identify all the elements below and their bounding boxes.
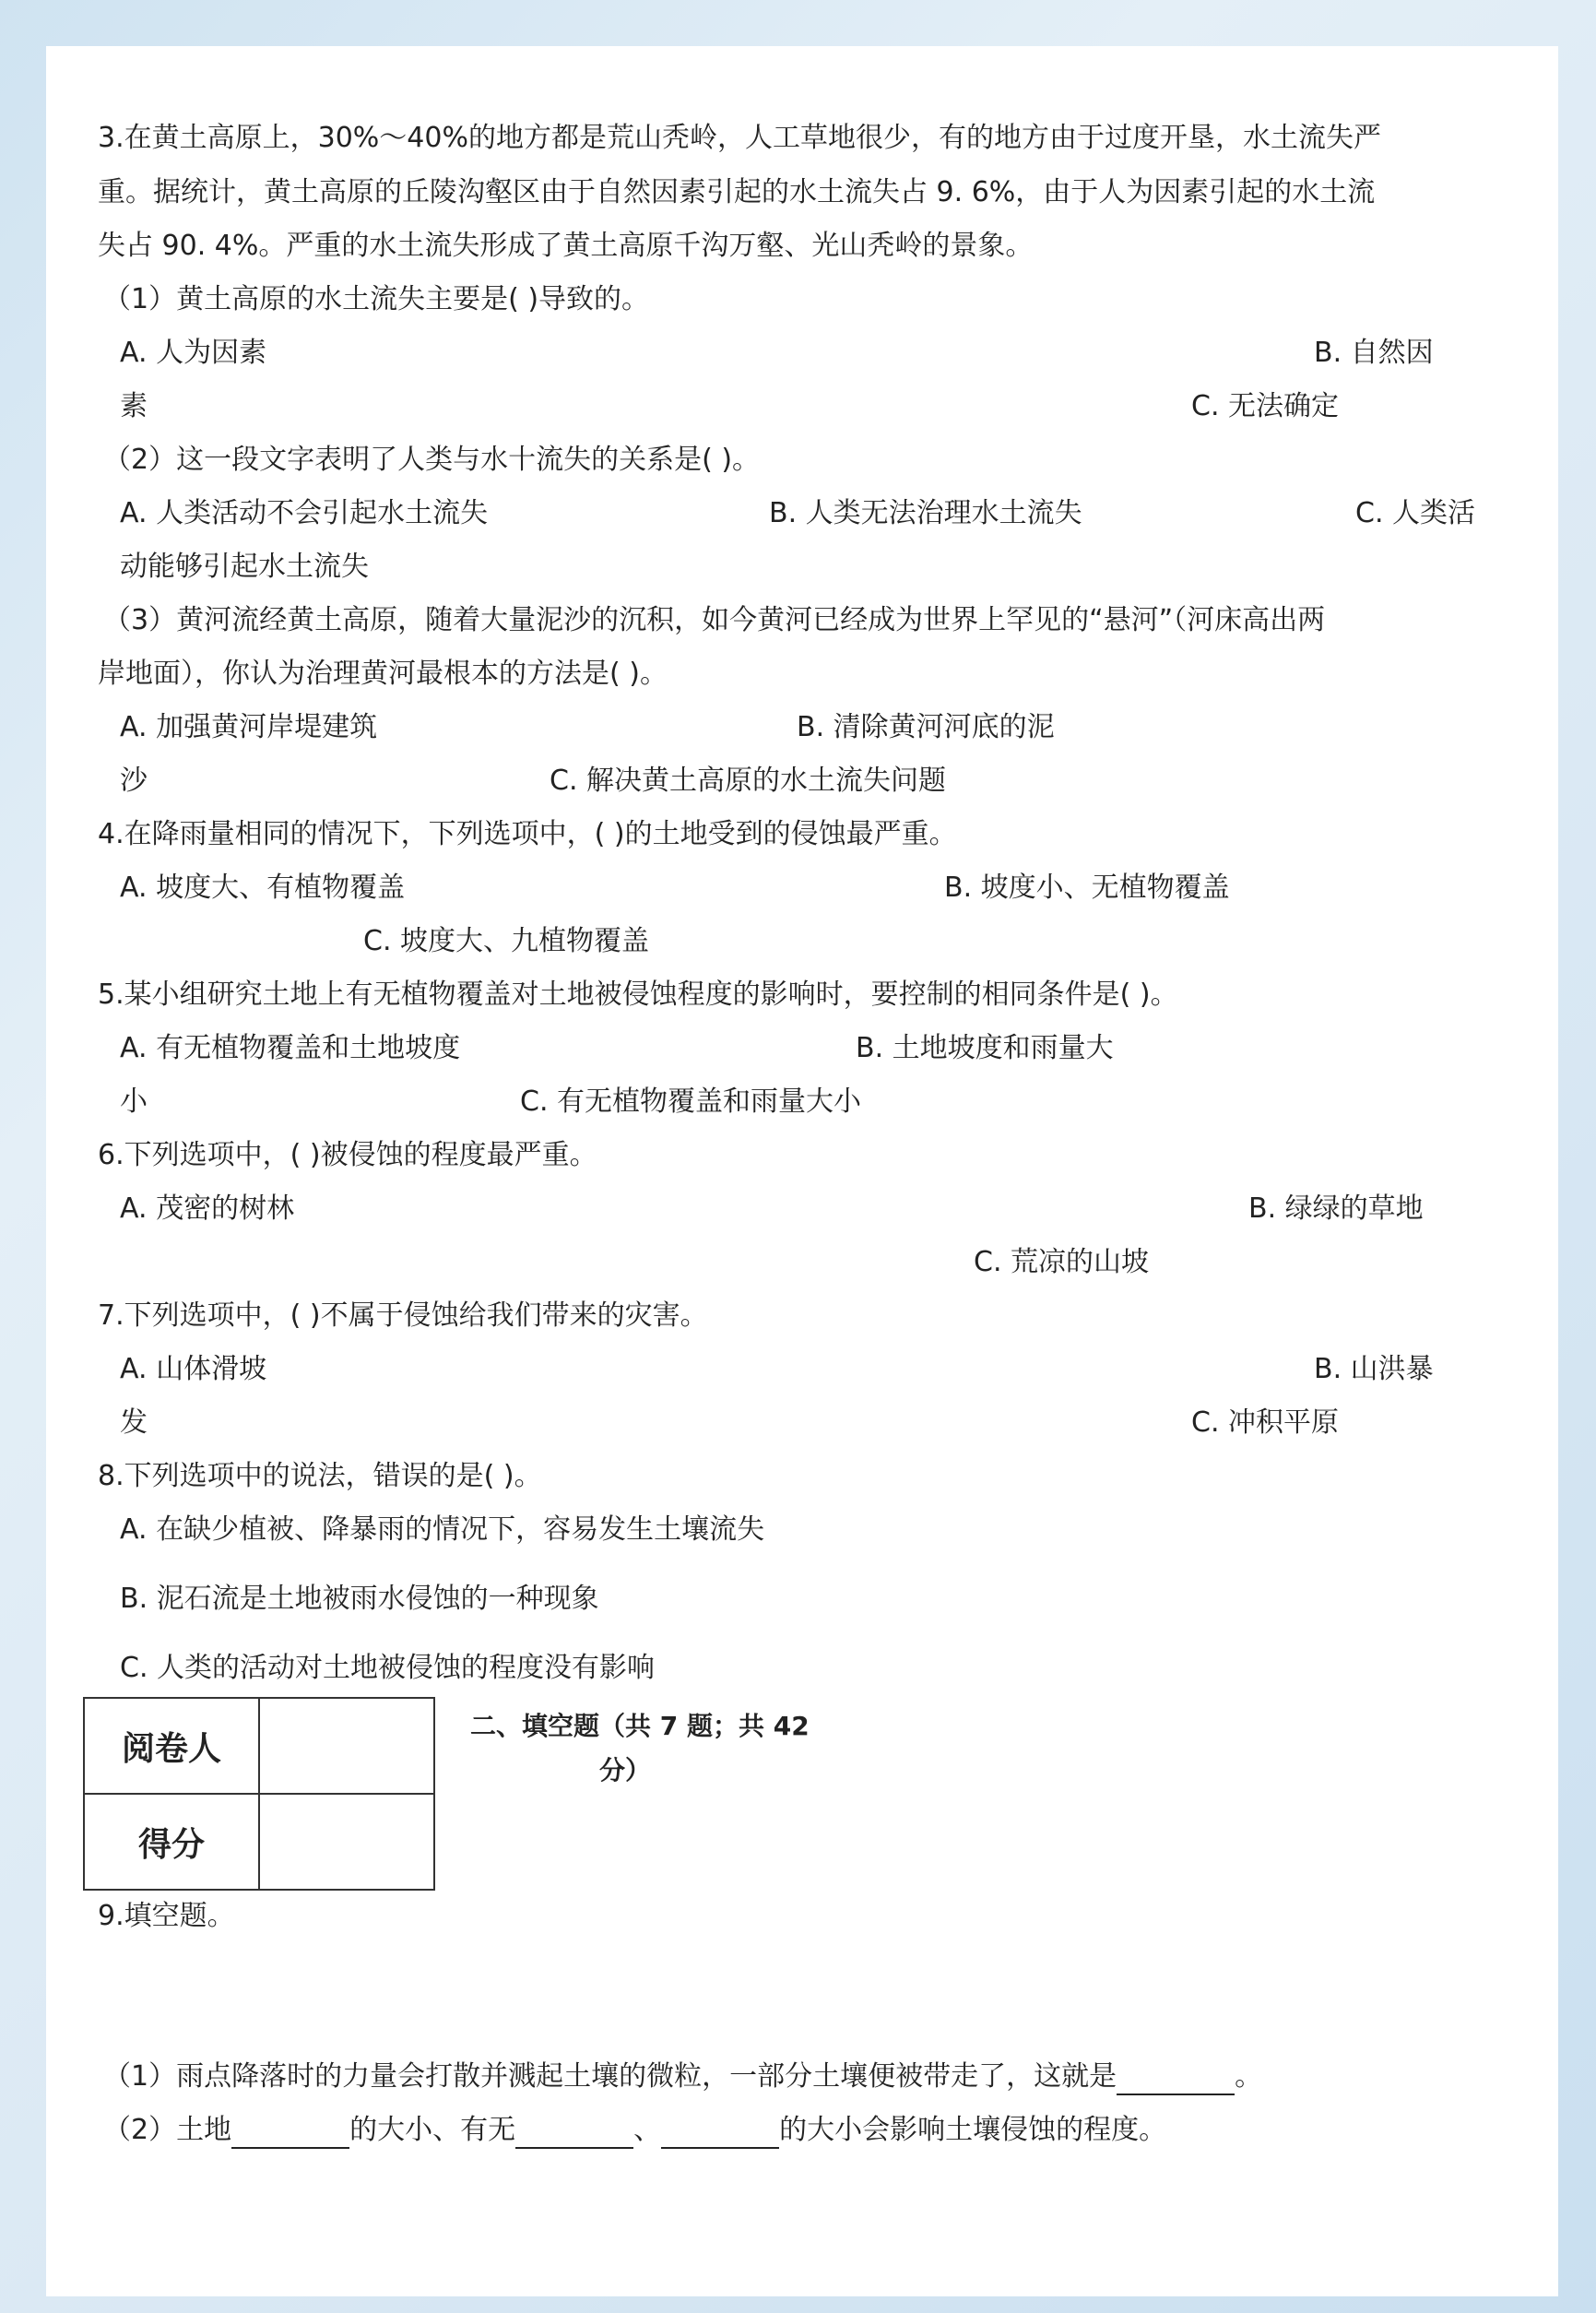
grader-table [83,1697,435,1891]
q9-sub1-end: 。 [1235,2060,1263,2093]
q3-sub2-option-c-wrap: 动能够引起水土流失 [120,551,369,583]
q3-sub3-line2: 岸地面），你认为治理黄河最根本的方法是( )。 [98,658,668,690]
reviewer-label: 阅卷人 [84,1698,259,1794]
q3-sub3-option-b-wrap: 沙 [120,765,148,797]
q3-sub3-line1: （3）黄河流经黄土高原，随着大量泥沙的沉积，如今黄河已经成为世界上罕见的“悬河”（河床高出两 [103,604,1326,636]
q9-sub2-text4: 的大小会影响土壤侵蚀的程度。 [779,2114,1167,2146]
q5-option-c: C. 有无植物覆盖和雨量大小 [520,1085,862,1118]
q3-sub3-option-a: A. 加强黄河岸堤建筑 [120,711,378,743]
q7-option-b-wrap: 发 [120,1406,148,1439]
q3-sub3-option-b: B. 清除黄河河底的泥 [797,711,1055,743]
q4-option-c: C. 坡度大、九植物覆盖 [363,925,650,957]
q9-sub2-text2: 的大小、有无 [349,2114,516,2146]
q8-option-c: C. 人类的活动对土地被侵蚀的程度没有影响 [120,1652,656,1684]
q4-stem: 4.在降雨量相同的情况下，下列选项中，( )的土地受到的侵蚀最严重。 [98,818,957,850]
q9-stem: 9.填空题。 [98,1900,235,1932]
reviewer-cell [259,1698,434,1794]
q9-sub1-text: （1）雨点降落时的力量会打散并溅起土壤的微粒，一部分土壤便被带走了，这就是 [103,2060,1117,2093]
q3-stem-line1: 3.在黄土高原上，30%～40%的地方都是荒山秃岭，人工草地很少，有的地方由于过度开垦，水土流失严 [98,122,1381,154]
q3-stem-line3: 失占 90. 4%。严重的水土流失形成了黄土高原千沟万壑、光山秃岭的景象。 [98,230,1034,262]
q4-option-a: A. 坡度大、有植物覆盖 [120,872,406,904]
q6-stem: 6.下列选项中，( )被侵蚀的程度最严重。 [98,1139,597,1171]
q6-option-a: A. 茂密的树林 [120,1192,295,1225]
q3-sub2-option-c: C. 人类活 [1355,497,1476,529]
q9-sub2 [103,2112,1166,2149]
q3-stem-line2: 重。据统计，黄土高原的丘陵沟壑区由于自然因素引起的水土流失占 9. 6%，由于人为因素引起的水土流 [98,176,1376,208]
q4-option-b: B. 坡度小、无植物覆盖 [944,872,1230,904]
section2-title-wrap: 分） [599,1755,652,1785]
q3-sub2: （2）这一段文字表明了人类与水十流失的关系是( )。 [103,444,761,476]
q8-stem: 8.下列选项中的说法，错误的是( )。 [98,1460,542,1492]
section2-title: 二、填空题（共 7 题；共 42 [470,1711,810,1741]
q8-option-b: B. 泥石流是土地被雨水侵蚀的一种现象 [120,1583,599,1615]
score-cell [259,1794,434,1890]
q9-sub2-blank2[interactable] [515,2119,633,2149]
q3-sub3-option-c: C. 解决黄土高原的水土流失问题 [550,765,947,797]
q3-sub1: （1）黄土高原的水土流失主要是( )导致的。 [103,283,650,315]
q9-sub2-blank3[interactable] [661,2119,779,2149]
q7-option-c: C. 冲积平原 [1191,1406,1340,1439]
q9-sub2-text3: 、 [633,2114,662,2146]
q8-option-a: A. 在缺少植被、降暴雨的情况下，容易发生土壤流失 [120,1513,765,1546]
q5-option-b: B. 土地坡度和雨量大 [856,1032,1114,1064]
q3-sub1-option-a: A. 人为因素 [120,337,267,369]
q9-sub2-blank1[interactable] [231,2119,349,2149]
q5-option-b-wrap: 小 [120,1085,148,1118]
q3-sub1-option-c: C. 无法确定 [1191,390,1340,422]
q5-option-a: A. 有无植物覆盖和土地坡度 [120,1032,461,1064]
q5-stem: 5.某小组研究土地上有无植物覆盖对土地被侵蚀程度的影响时，要控制的相同条件是( )。 [98,979,1178,1011]
score-label: 得分 [84,1794,259,1890]
q7-option-b: B. 山洪暴 [1314,1353,1434,1385]
q6-option-b: B. 绿绿的草地 [1248,1192,1424,1225]
q3-sub2-option-a: A. 人类活动不会引起水土流失 [120,497,489,529]
q9-sub1-blank[interactable] [1117,2066,1235,2095]
q9-sub1 [103,2058,1262,2095]
q7-stem: 7.下列选项中，( )不属于侵蚀给我们带来的灾害。 [98,1299,708,1332]
q3-sub1-option-b-wrap: 素 [120,390,148,422]
q9-sub2-text1: （2）土地 [103,2114,232,2146]
q3-sub2-option-b: B. 人类无法治理水土流失 [769,497,1082,529]
q6-option-c: C. 荒凉的山坡 [974,1246,1150,1278]
q3-sub1-option-b: B. 自然因 [1314,337,1434,369]
q7-option-a: A. 山体滑坡 [120,1353,267,1385]
